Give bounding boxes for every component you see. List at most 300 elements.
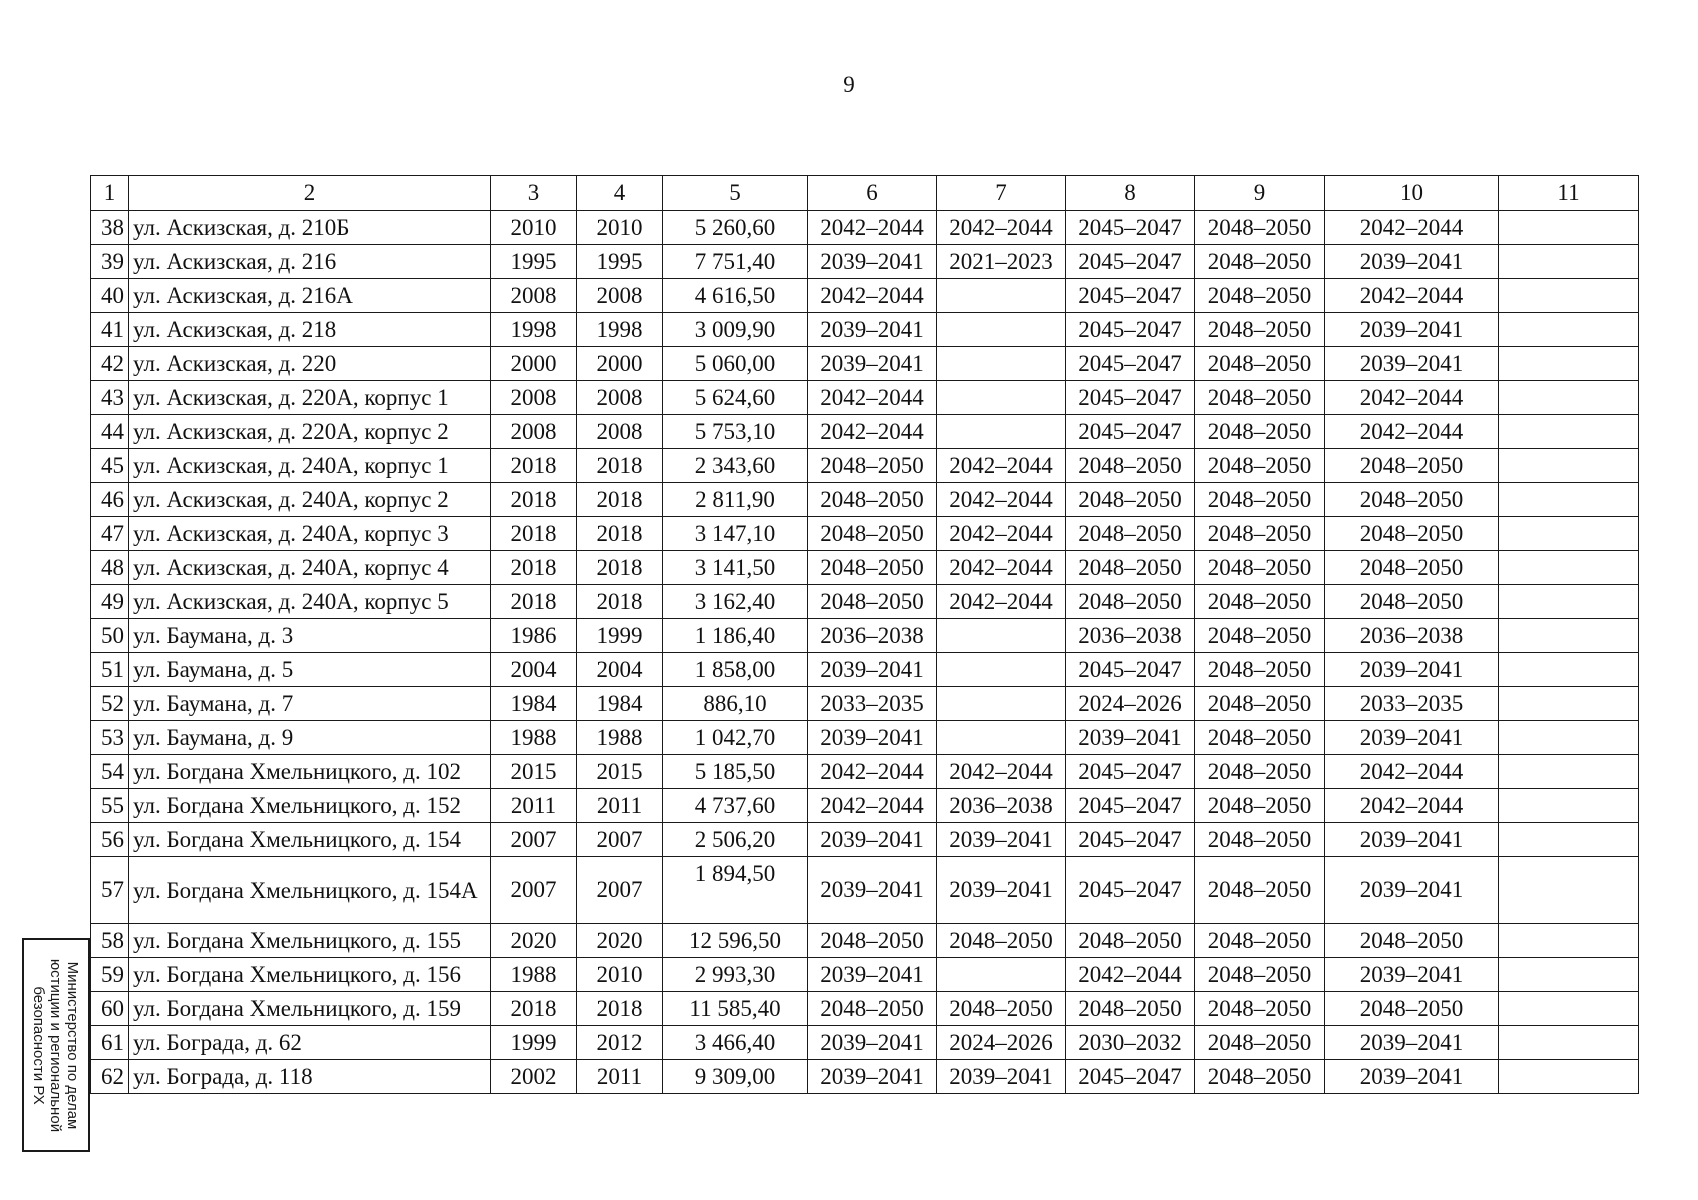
year-commissioned-cell: 2018 <box>577 517 663 551</box>
period-col9-cell: 2048–2050 <box>1195 755 1325 789</box>
table-row <box>91 313 1639 347</box>
area-cell: 1 186,40 <box>663 619 808 653</box>
column-header-1: 1 <box>91 176 129 211</box>
period-col10-cell: 2042–2044 <box>1325 415 1499 449</box>
period-col9-cell: 2048–2050 <box>1195 857 1325 924</box>
period-col7-cell: 2042–2044 <box>937 585 1066 619</box>
period-col10-cell: 2039–2041 <box>1325 823 1499 857</box>
area-cell: 3 141,50 <box>663 551 808 585</box>
period-col7-cell <box>937 279 1066 313</box>
table-row <box>91 517 1639 551</box>
period-col10-cell: 2048–2050 <box>1325 551 1499 585</box>
note-cell <box>1499 755 1639 789</box>
year-built-cell: 1995 <box>491 245 577 279</box>
period-col6-cell: 2039–2041 <box>808 857 937 924</box>
period-col7-cell: 2042–2044 <box>937 755 1066 789</box>
period-col6-cell: 2042–2044 <box>808 415 937 449</box>
period-col8-cell: 2048–2050 <box>1066 551 1195 585</box>
table-row <box>91 619 1639 653</box>
note-cell <box>1499 619 1639 653</box>
period-col10-cell: 2039–2041 <box>1325 347 1499 381</box>
row-number: 61 <box>91 1026 129 1060</box>
year-built-cell: 2002 <box>491 1060 577 1094</box>
period-col9-cell: 2048–2050 <box>1195 619 1325 653</box>
header-row <box>91 176 1639 211</box>
year-built-cell: 2020 <box>491 924 577 958</box>
note-cell <box>1499 279 1639 313</box>
period-col9-cell: 2048–2050 <box>1195 687 1325 721</box>
note-cell <box>1499 653 1639 687</box>
note-cell <box>1499 1026 1639 1060</box>
year-built-cell: 2018 <box>491 517 577 551</box>
row-number: 62 <box>91 1060 129 1094</box>
table-row <box>91 992 1639 1026</box>
year-commissioned-cell: 1984 <box>577 687 663 721</box>
year-built-cell: 2018 <box>491 992 577 1026</box>
area-cell: 9 309,00 <box>663 1060 808 1094</box>
table-row <box>91 279 1639 313</box>
area-cell: 5 753,10 <box>663 415 808 449</box>
area-cell: 1 858,00 <box>663 653 808 687</box>
table-row <box>91 789 1639 823</box>
row-number: 52 <box>91 687 129 721</box>
address-cell: ул. Баумана, д. 5 <box>129 653 491 687</box>
year-commissioned-cell: 2011 <box>577 1060 663 1094</box>
page-number: 9 <box>843 72 855 97</box>
area-cell: 1 042,70 <box>663 721 808 755</box>
year-commissioned-cell: 2007 <box>577 857 663 924</box>
column-header-2: 2 <box>129 176 491 211</box>
period-col8-cell: 2045–2047 <box>1066 755 1195 789</box>
address-cell: ул. Богдана Хмельницкого, д. 152 <box>129 789 491 823</box>
period-col10-cell: 2039–2041 <box>1325 653 1499 687</box>
period-col7-cell: 2042–2044 <box>937 517 1066 551</box>
period-col9-cell: 2048–2050 <box>1195 585 1325 619</box>
period-col6-cell: 2048–2050 <box>808 585 937 619</box>
year-commissioned-cell: 2020 <box>577 924 663 958</box>
table-row <box>91 245 1639 279</box>
year-commissioned-cell: 2018 <box>577 449 663 483</box>
table-body <box>91 176 1639 1094</box>
address-cell: ул. Аскизская, д. 240А, корпус 4 <box>129 551 491 585</box>
year-built-cell: 2018 <box>491 551 577 585</box>
period-col8-cell: 2048–2050 <box>1066 449 1195 483</box>
row-number: 60 <box>91 992 129 1026</box>
period-col6-cell: 2042–2044 <box>808 279 937 313</box>
period-col6-cell: 2042–2044 <box>808 789 937 823</box>
period-col8-cell: 2045–2047 <box>1066 245 1195 279</box>
row-number: 44 <box>91 415 129 449</box>
area-cell: 2 343,60 <box>663 449 808 483</box>
area-cell: 4 616,50 <box>663 279 808 313</box>
address-cell: ул. Богдана Хмельницкого, д. 156 <box>129 958 491 992</box>
period-col10-cell: 2039–2041 <box>1325 245 1499 279</box>
year-built-cell: 2007 <box>491 857 577 924</box>
area-cell: 3 147,10 <box>663 517 808 551</box>
note-cell <box>1499 789 1639 823</box>
year-commissioned-cell: 2007 <box>577 823 663 857</box>
period-col10-cell: 2039–2041 <box>1325 857 1499 924</box>
year-built-cell: 1998 <box>491 313 577 347</box>
period-col6-cell: 2042–2044 <box>808 381 937 415</box>
stamp-text <box>31 958 82 1131</box>
area-cell: 5 624,60 <box>663 381 808 415</box>
table-row <box>91 924 1639 958</box>
period-col9-cell: 2048–2050 <box>1195 483 1325 517</box>
period-col7-cell <box>937 653 1066 687</box>
period-col9-cell: 2048–2050 <box>1195 347 1325 381</box>
year-built-cell: 2008 <box>491 279 577 313</box>
stamp-line: безопасности РХ <box>30 985 48 1105</box>
table-row <box>91 1026 1639 1060</box>
period-col6-cell: 2033–2035 <box>808 687 937 721</box>
note-cell <box>1499 551 1639 585</box>
year-built-cell: 1988 <box>491 721 577 755</box>
address-cell: ул. Аскизская, д. 220 <box>129 347 491 381</box>
column-header-11: 11 <box>1499 176 1639 211</box>
year-commissioned-cell: 2018 <box>577 585 663 619</box>
area-cell: 4 737,60 <box>663 789 808 823</box>
period-col6-cell: 2039–2041 <box>808 1026 937 1060</box>
address-cell: ул. Аскизская, д. 216А <box>129 279 491 313</box>
period-col8-cell: 2045–2047 <box>1066 823 1195 857</box>
period-col6-cell: 2039–2041 <box>808 347 937 381</box>
table-row <box>91 551 1639 585</box>
period-col6-cell: 2048–2050 <box>808 517 937 551</box>
note-cell <box>1499 857 1639 924</box>
note-cell <box>1499 1060 1639 1094</box>
row-number: 46 <box>91 483 129 517</box>
area-cell: 3 466,40 <box>663 1026 808 1060</box>
area-cell: 12 596,50 <box>663 924 808 958</box>
period-col9-cell: 2048–2050 <box>1195 721 1325 755</box>
period-col9-cell: 2048–2050 <box>1195 958 1325 992</box>
year-commissioned-cell: 1988 <box>577 721 663 755</box>
table-row <box>91 585 1639 619</box>
period-col7-cell: 2042–2044 <box>937 483 1066 517</box>
period-col10-cell: 2042–2044 <box>1325 211 1499 245</box>
period-col6-cell: 2048–2050 <box>808 483 937 517</box>
note-cell <box>1499 449 1639 483</box>
period-col6-cell: 2039–2041 <box>808 245 937 279</box>
area-cell: 5 060,00 <box>663 347 808 381</box>
note-cell <box>1499 347 1639 381</box>
note-cell <box>1499 992 1639 1026</box>
year-commissioned-cell: 2015 <box>577 755 663 789</box>
note-cell <box>1499 483 1639 517</box>
period-col7-cell: 2021–2023 <box>937 245 1066 279</box>
period-col8-cell: 2045–2047 <box>1066 857 1195 924</box>
period-col8-cell: 2045–2047 <box>1066 279 1195 313</box>
period-col7-cell: 2024–2026 <box>937 1026 1066 1060</box>
period-col7-cell <box>937 687 1066 721</box>
stamp-line: юстиции и региональной <box>47 958 65 1132</box>
year-commissioned-cell: 2008 <box>577 415 663 449</box>
year-commissioned-cell: 2010 <box>577 958 663 992</box>
period-col10-cell: 2039–2041 <box>1325 1060 1499 1094</box>
address-cell: ул. Бограда, д. 118 <box>129 1060 491 1094</box>
year-commissioned-cell: 1998 <box>577 313 663 347</box>
row-number: 58 <box>91 924 129 958</box>
area-cell: 7 751,40 <box>663 245 808 279</box>
period-col7-cell: 2048–2050 <box>937 924 1066 958</box>
row-number: 56 <box>91 823 129 857</box>
period-col6-cell: 2036–2038 <box>808 619 937 653</box>
period-col9-cell: 2048–2050 <box>1195 279 1325 313</box>
year-built-cell: 2018 <box>491 483 577 517</box>
year-commissioned-cell: 2010 <box>577 211 663 245</box>
period-col9-cell: 2048–2050 <box>1195 415 1325 449</box>
note-cell <box>1499 381 1639 415</box>
year-built-cell: 2000 <box>491 347 577 381</box>
area-cell: 5 185,50 <box>663 755 808 789</box>
note-cell <box>1499 415 1639 449</box>
period-col9-cell: 2048–2050 <box>1195 245 1325 279</box>
address-cell: ул. Аскизская, д. 240А, корпус 3 <box>129 517 491 551</box>
period-col8-cell: 2036–2038 <box>1066 619 1195 653</box>
column-header-7: 7 <box>937 176 1066 211</box>
period-col6-cell: 2039–2041 <box>808 653 937 687</box>
row-number: 40 <box>91 279 129 313</box>
period-col9-cell: 2048–2050 <box>1195 1060 1325 1094</box>
address-cell: ул. Аскизская, д. 220А, корпус 2 <box>129 415 491 449</box>
row-number: 41 <box>91 313 129 347</box>
period-col8-cell: 2045–2047 <box>1066 789 1195 823</box>
column-header-10: 10 <box>1325 176 1499 211</box>
period-col6-cell: 2039–2041 <box>808 721 937 755</box>
year-built-cell: 2008 <box>491 381 577 415</box>
row-number: 49 <box>91 585 129 619</box>
note-cell <box>1499 211 1639 245</box>
address-cell: ул. Богдана Хмельницкого, д. 154А <box>129 857 491 924</box>
area-cell: 1 894,50 <box>663 857 808 924</box>
period-col10-cell: 2042–2044 <box>1325 755 1499 789</box>
period-col9-cell: 2048–2050 <box>1195 653 1325 687</box>
row-number: 59 <box>91 958 129 992</box>
address-cell: ул. Аскизская, д. 220А, корпус 1 <box>129 381 491 415</box>
period-col8-cell: 2024–2026 <box>1066 687 1195 721</box>
note-cell <box>1499 687 1639 721</box>
ministry-stamp <box>22 938 90 1152</box>
period-col8-cell: 2042–2044 <box>1066 958 1195 992</box>
period-col7-cell <box>937 347 1066 381</box>
period-col10-cell: 2042–2044 <box>1325 279 1499 313</box>
period-col7-cell: 2039–2041 <box>937 823 1066 857</box>
period-col8-cell: 2045–2047 <box>1066 415 1195 449</box>
year-commissioned-cell: 2008 <box>577 279 663 313</box>
column-header-9: 9 <box>1195 176 1325 211</box>
housing-schedule-table <box>90 175 1639 1094</box>
address-cell: ул. Аскизская, д. 216 <box>129 245 491 279</box>
year-built-cell: 1988 <box>491 958 577 992</box>
period-col7-cell <box>937 619 1066 653</box>
area-cell: 2 506,20 <box>663 823 808 857</box>
address-cell: ул. Богдана Хмельницкого, д. 155 <box>129 924 491 958</box>
period-col8-cell: 2045–2047 <box>1066 347 1195 381</box>
period-col10-cell: 2048–2050 <box>1325 585 1499 619</box>
address-cell: ул. Богдана Хмельницкого, д. 102 <box>129 755 491 789</box>
note-cell <box>1499 958 1639 992</box>
year-built-cell: 2010 <box>491 211 577 245</box>
year-built-cell: 2004 <box>491 653 577 687</box>
address-cell: ул. Аскизская, д. 240А, корпус 5 <box>129 585 491 619</box>
period-col8-cell: 2048–2050 <box>1066 517 1195 551</box>
area-cell: 3 009,90 <box>663 313 808 347</box>
period-col10-cell: 2048–2050 <box>1325 992 1499 1026</box>
table-row <box>91 347 1639 381</box>
period-col7-cell <box>937 958 1066 992</box>
area-cell: 11 585,40 <box>663 992 808 1026</box>
year-built-cell: 1984 <box>491 687 577 721</box>
row-number: 39 <box>91 245 129 279</box>
row-number: 53 <box>91 721 129 755</box>
address-cell: ул. Баумана, д. 3 <box>129 619 491 653</box>
period-col6-cell: 2039–2041 <box>808 823 937 857</box>
table-row <box>91 687 1639 721</box>
year-commissioned-cell: 2004 <box>577 653 663 687</box>
period-col8-cell: 2030–2032 <box>1066 1026 1195 1060</box>
period-col6-cell: 2042–2044 <box>808 211 937 245</box>
row-number: 51 <box>91 653 129 687</box>
table-row <box>91 211 1639 245</box>
year-commissioned-cell: 2000 <box>577 347 663 381</box>
address-cell: ул. Аскизская, д. 210Б <box>129 211 491 245</box>
area-cell: 886,10 <box>663 687 808 721</box>
period-col10-cell: 2039–2041 <box>1325 1026 1499 1060</box>
note-cell <box>1499 517 1639 551</box>
table-row <box>91 653 1639 687</box>
table-row <box>91 483 1639 517</box>
period-col10-cell: 2048–2050 <box>1325 924 1499 958</box>
address-cell: ул. Аскизская, д. 240А, корпус 2 <box>129 483 491 517</box>
note-cell <box>1499 245 1639 279</box>
period-col9-cell: 2048–2050 <box>1195 924 1325 958</box>
row-number: 57 <box>91 857 129 924</box>
period-col9-cell: 2048–2050 <box>1195 551 1325 585</box>
period-col6-cell: 2039–2041 <box>808 1060 937 1094</box>
row-number: 48 <box>91 551 129 585</box>
address-cell: ул. Богдана Хмельницкого, д. 154 <box>129 823 491 857</box>
row-number: 55 <box>91 789 129 823</box>
period-col8-cell: 2048–2050 <box>1066 483 1195 517</box>
period-col7-cell <box>937 381 1066 415</box>
row-number: 50 <box>91 619 129 653</box>
period-col7-cell: 2039–2041 <box>937 1060 1066 1094</box>
period-col6-cell: 2048–2050 <box>808 551 937 585</box>
year-built-cell: 1999 <box>491 1026 577 1060</box>
column-header-6: 6 <box>808 176 937 211</box>
area-cell: 2 993,30 <box>663 958 808 992</box>
year-commissioned-cell: 2018 <box>577 483 663 517</box>
column-header-3: 3 <box>491 176 577 211</box>
year-commissioned-cell: 2018 <box>577 551 663 585</box>
period-col10-cell: 2042–2044 <box>1325 789 1499 823</box>
period-col7-cell: 2039–2041 <box>937 857 1066 924</box>
year-built-cell: 2018 <box>491 585 577 619</box>
address-cell: ул. Аскизская, д. 218 <box>129 313 491 347</box>
note-cell <box>1499 924 1639 958</box>
table-row <box>91 958 1639 992</box>
period-col9-cell: 2048–2050 <box>1195 823 1325 857</box>
period-col6-cell: 2039–2041 <box>808 313 937 347</box>
period-col6-cell: 2048–2050 <box>808 924 937 958</box>
year-built-cell: 2015 <box>491 755 577 789</box>
period-col10-cell: 2039–2041 <box>1325 721 1499 755</box>
year-built-cell: 2008 <box>491 415 577 449</box>
area-cell: 2 811,90 <box>663 483 808 517</box>
period-col8-cell: 2048–2050 <box>1066 924 1195 958</box>
period-col9-cell: 2048–2050 <box>1195 313 1325 347</box>
table-row <box>91 857 1639 924</box>
period-col8-cell: 2045–2047 <box>1066 381 1195 415</box>
period-col9-cell: 2048–2050 <box>1195 1026 1325 1060</box>
table-row <box>91 823 1639 857</box>
period-col9-cell: 2048–2050 <box>1195 517 1325 551</box>
address-cell: ул. Бограда, д. 62 <box>129 1026 491 1060</box>
period-col7-cell: 2036–2038 <box>937 789 1066 823</box>
period-col10-cell: 2039–2041 <box>1325 313 1499 347</box>
period-col10-cell: 2048–2050 <box>1325 517 1499 551</box>
period-col10-cell: 2042–2044 <box>1325 381 1499 415</box>
period-col8-cell: 2045–2047 <box>1066 211 1195 245</box>
row-number: 45 <box>91 449 129 483</box>
period-col8-cell: 2045–2047 <box>1066 1060 1195 1094</box>
table-row <box>91 381 1639 415</box>
note-cell <box>1499 823 1639 857</box>
period-col7-cell <box>937 721 1066 755</box>
year-commissioned-cell: 1999 <box>577 619 663 653</box>
stamp-line: Министерство по делам <box>64 961 82 1129</box>
period-col10-cell: 2039–2041 <box>1325 958 1499 992</box>
column-header-8: 8 <box>1066 176 1195 211</box>
year-built-cell: 2007 <box>491 823 577 857</box>
period-col8-cell: 2048–2050 <box>1066 585 1195 619</box>
table-row <box>91 449 1639 483</box>
year-built-cell: 1986 <box>491 619 577 653</box>
year-commissioned-cell: 1995 <box>577 245 663 279</box>
period-col9-cell: 2048–2050 <box>1195 992 1325 1026</box>
period-col7-cell <box>937 415 1066 449</box>
address-cell: ул. Аскизская, д. 240А, корпус 1 <box>129 449 491 483</box>
period-col6-cell: 2048–2050 <box>808 992 937 1026</box>
area-cell: 3 162,40 <box>663 585 808 619</box>
period-col8-cell: 2048–2050 <box>1066 992 1195 1026</box>
note-cell <box>1499 313 1639 347</box>
note-cell <box>1499 585 1639 619</box>
period-col8-cell: 2045–2047 <box>1066 313 1195 347</box>
period-col7-cell: 2042–2044 <box>937 449 1066 483</box>
period-col6-cell: 2039–2041 <box>808 958 937 992</box>
period-col7-cell: 2048–2050 <box>937 992 1066 1026</box>
table-row <box>91 721 1639 755</box>
row-number: 42 <box>91 347 129 381</box>
period-col9-cell: 2048–2050 <box>1195 211 1325 245</box>
table-row <box>91 1060 1639 1094</box>
period-col7-cell: 2042–2044 <box>937 551 1066 585</box>
year-commissioned-cell: 2008 <box>577 381 663 415</box>
period-col9-cell: 2048–2050 <box>1195 381 1325 415</box>
period-col7-cell: 2042–2044 <box>937 211 1066 245</box>
area-cell: 5 260,60 <box>663 211 808 245</box>
row-number: 43 <box>91 381 129 415</box>
period-col8-cell: 2039–2041 <box>1066 721 1195 755</box>
column-header-4: 4 <box>577 176 663 211</box>
row-number: 47 <box>91 517 129 551</box>
period-col6-cell: 2048–2050 <box>808 449 937 483</box>
table-row <box>91 755 1639 789</box>
period-col10-cell: 2048–2050 <box>1325 483 1499 517</box>
year-built-cell: 2018 <box>491 449 577 483</box>
